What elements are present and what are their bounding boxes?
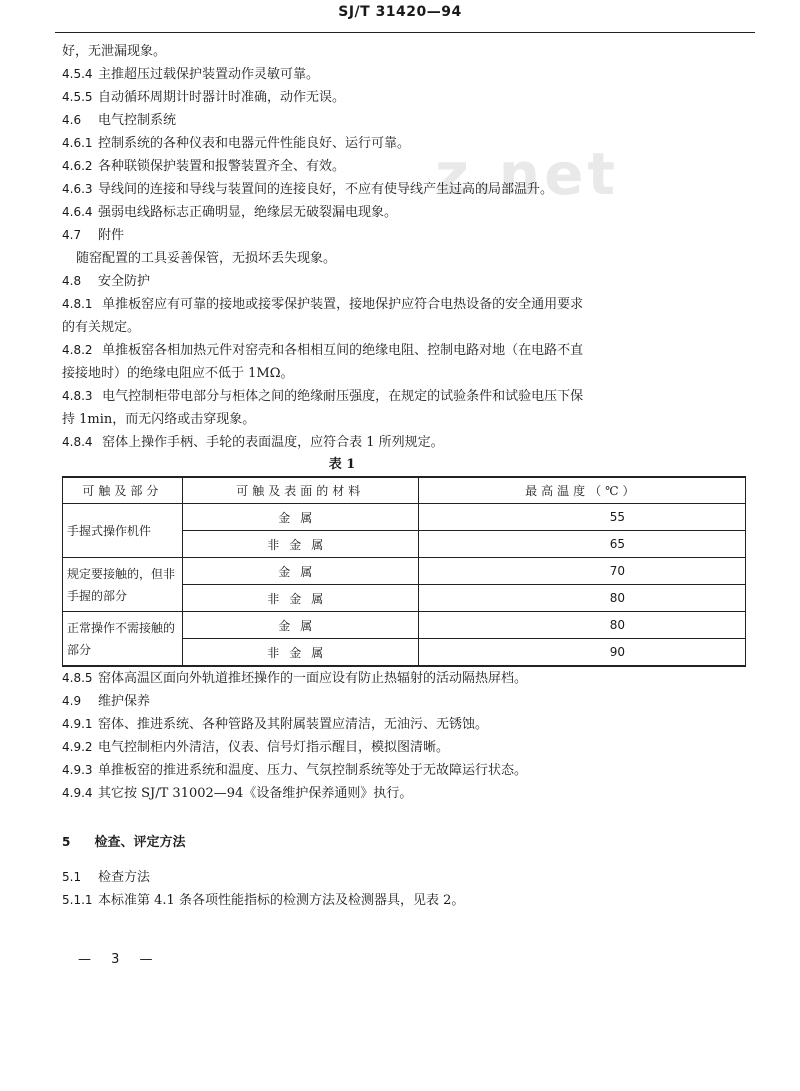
clause-text: 维护保养 [98, 694, 151, 709]
section-number: 5 [62, 835, 71, 849]
clause-line [62, 109, 622, 132]
paragraph-4-8-1-cont: 的有关规定。 [62, 320, 141, 335]
header-part: 可触及部分 [63, 477, 183, 504]
clause-text: 强弱电线路标志正确明显，绝缘层无破裂漏电现象。 [98, 205, 398, 220]
clause-number: 4.6.1 [62, 136, 93, 150]
clause-text: 主推超压过载保护装置动作灵敏可靠。 [98, 67, 320, 82]
material-cell: 非金属 [182, 639, 418, 667]
material-cell: 非金属 [182, 585, 418, 612]
clause-line [62, 713, 622, 736]
clause-number: 4.8.3 [62, 389, 93, 403]
material-cell: 金属 [182, 504, 418, 531]
clause-number: 4.9 [62, 694, 82, 708]
table-row [63, 612, 746, 639]
material-cell: 金属 [182, 612, 418, 639]
clause-line [62, 889, 622, 912]
clause-number: 4.9.2 [62, 740, 93, 754]
temperature-cell: 80 [418, 612, 745, 639]
clause-line [62, 132, 622, 155]
paragraph-4-8-2-cont: 接接地时）的绝缘电阻应不低于 1MΩ。 [62, 366, 294, 381]
clause-text: 窑体上操作手柄、手轮的表面温度，应符合表 1 所列规定。 [102, 435, 444, 450]
clause-line [62, 201, 622, 224]
table-row [63, 504, 746, 531]
section-gap [62, 805, 622, 817]
clause-number: 5.1.1 [62, 893, 93, 907]
clause-line [62, 247, 622, 270]
header-temperature: 最高温度（℃） [418, 477, 745, 504]
material-cell: 非金属 [182, 531, 418, 558]
section-gap [62, 854, 622, 866]
part-cell: 正常操作不需接触的部分 [63, 612, 183, 667]
clause-text: 自动循环周期计时器计时准确，动作无误。 [98, 90, 346, 105]
clause-number: 4.9.1 [62, 717, 93, 731]
clause-line [62, 63, 622, 86]
clause-line [62, 86, 622, 109]
clause-text: 电气控制系统 [98, 113, 177, 128]
clause-text: 控制系统的各种仪表和电器元件性能良好、运行可靠。 [98, 136, 411, 151]
bottom-lines [62, 667, 622, 805]
clause-line [62, 667, 622, 690]
clause-line [62, 866, 622, 889]
clause-line [62, 155, 622, 178]
table-header-row [63, 477, 746, 504]
paragraph-4-8-3 [62, 385, 622, 408]
table-caption: 表 1 [328, 457, 356, 472]
part-cell: 手握式操作机件 [63, 504, 183, 558]
clause-text: 随窑配置的工具妥善保管，无损坏丢失现象。 [76, 251, 337, 266]
clause-text: 检查方法 [98, 870, 151, 885]
temperature-cell: 80 [418, 585, 745, 612]
clause-text: 单推板窑应有可靠的接地或接零保护装置，接地保护应符合电热设备的安全通用要求 [102, 297, 584, 312]
paragraph-4-8-3-cont: 持 1min，而无闪络或击穿现象。 [62, 412, 256, 427]
clause-line [62, 40, 622, 63]
clause-line [62, 270, 622, 293]
clause-number: 4.8.4 [62, 435, 93, 449]
clause-number: 4.9.3 [62, 763, 93, 777]
clause-number: 4.5.5 [62, 90, 93, 104]
clause-number: 5.1 [62, 870, 82, 884]
clause-text: 好，无泄漏现象。 [62, 44, 167, 59]
header-material: 可触及表面的材料 [182, 477, 418, 504]
temperature-cell: 55 [418, 504, 745, 531]
clause-number: 4.6.3 [62, 182, 93, 196]
clause-number: 4.6.2 [62, 159, 93, 173]
page-body [62, 40, 639, 912]
clause-line [62, 224, 622, 247]
clause-line [62, 690, 622, 713]
clause-text: 电气控制柜带电部分与柜体之间的绝缘耐压强度，在规定的试验条件和试验电压下保 [102, 389, 584, 404]
clause-text: 单推板窑各相加热元件对窑壳和各相相互间的绝缘电阻、控制电路对地（在电路不直 [102, 343, 584, 358]
clause-number: 4.9.4 [62, 786, 93, 800]
section-title: 检查、评定方法 [94, 835, 186, 850]
page-number: — 3 — [78, 952, 161, 967]
clause-text: 单推板窑的推进系统和温度、压力、气氛控制系统等处于无故障运行状态。 [98, 763, 528, 778]
clause-text: 窑体、推进系统、各种管路及其附属装置应清洁，无油污、无锈蚀。 [98, 717, 489, 732]
section-5-lines [62, 866, 622, 912]
clause-number: 4.6 [62, 113, 82, 127]
clause-number: 4.8.5 [62, 671, 93, 685]
temperature-cell: 90 [418, 639, 745, 667]
clause-line [62, 178, 622, 201]
clause-number: 4.7 [62, 228, 82, 242]
material-cell: 金属 [182, 558, 418, 585]
section-5-heading [62, 831, 622, 854]
paragraph-4-8-1 [62, 293, 622, 316]
document-header: SJ/T 31420—94 [338, 4, 462, 20]
paragraph-4-8-2 [62, 339, 622, 362]
temperature-cell: 65 [418, 531, 745, 558]
clause-text: 附件 [98, 228, 125, 243]
clause-text: 各种联锁保护装置和报警装置齐全、有效。 [98, 159, 346, 174]
clause-line [62, 782, 622, 805]
clause-number: 4.8.1 [62, 297, 93, 311]
clause-line [62, 736, 622, 759]
temperature-cell: 70 [418, 558, 745, 585]
clause-text: 导线间的连接和导线与装置间的连接良好，不应有使导线产生过高的局部温升。 [98, 182, 554, 197]
header-rule [55, 32, 755, 33]
clause-number: 4.8 [62, 274, 82, 288]
clause-text: 本标准第 4.1 条各项性能指标的检测方法及检测器具，见表 2。 [98, 893, 465, 908]
clause-text: 安全防护 [98, 274, 151, 289]
table-row [63, 558, 746, 585]
clause-line [62, 759, 622, 782]
top-lines [62, 40, 622, 293]
clause-number: 4.5.4 [62, 67, 93, 81]
paragraph-4-8-4 [62, 431, 622, 454]
temperature-table [62, 476, 746, 667]
clause-number: 4.6.4 [62, 205, 93, 219]
part-cell: 规定要接触的，但非手握的部分 [63, 558, 183, 612]
clause-text: 窑体高温区面向外轨道推坯操作的一面应设有防止热辐射的活动隔热屏档。 [98, 671, 528, 686]
watermark: z.net [435, 140, 620, 208]
clause-text: 电气控制柜内外清洁，仪表、信号灯指示醒目，模拟图清晰。 [98, 740, 450, 755]
clause-text: 其它按 SJ/T 31002—94《设备维护保养通则》执行。 [98, 786, 413, 801]
clause-number: 4.8.2 [62, 343, 93, 357]
